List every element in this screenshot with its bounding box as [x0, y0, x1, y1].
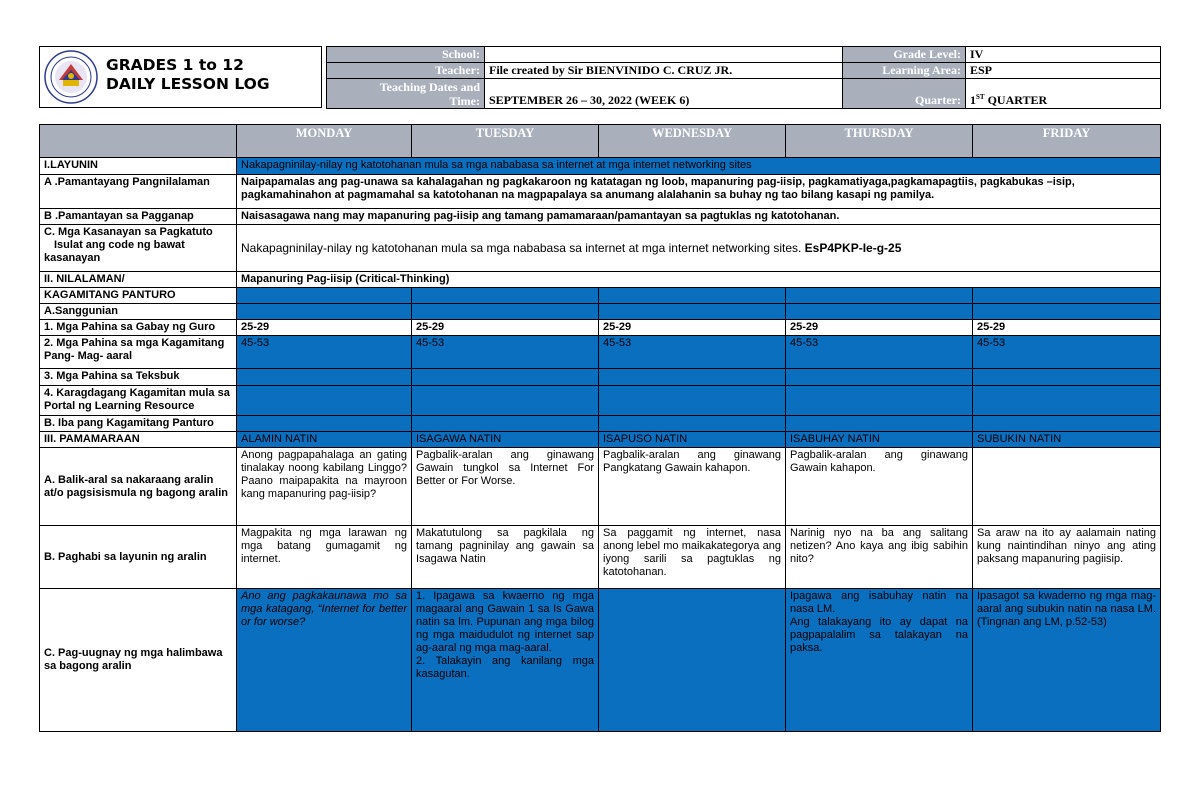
gabay-ng-guro-thursday: 25-29 [786, 320, 973, 336]
kasanayan-code: EsP4PKP-Ie-g-25 [804, 240, 902, 255]
quarter-sup: ST [976, 93, 985, 101]
pamantayang-pangnilalaman-label: A .Pamantayang Pangnilalaman [40, 175, 237, 209]
blue-cell [237, 386, 412, 416]
kasanayan-label [40, 225, 237, 272]
kagamitang-panturo-label: KAGAMITANG PANTURO [40, 288, 237, 304]
pamamaraan-monday: ALAMIN NATIN [237, 432, 412, 448]
quarter-label: Quarter: [843, 79, 966, 109]
day-header-tuesday: TUESDAY [412, 125, 599, 158]
corner-cell [40, 125, 237, 158]
page-title [106, 56, 270, 94]
blue-cell [786, 304, 973, 320]
quarter-value [966, 79, 1161, 109]
day-header-monday: MONDAY [237, 125, 412, 158]
blue-cell [412, 288, 599, 304]
learning-resource-label: 4. Karagdagang Kagamitan mula sa Portal ng Learning Resource [40, 386, 237, 416]
kasanayan-label-line3: kasanayan [44, 252, 101, 264]
pamamaraan-thursday: ISABUHAY NATIN [786, 432, 973, 448]
pag-uugnay-wednesday [599, 589, 786, 732]
blue-cell [412, 416, 599, 432]
nilalaman-text: Mapanuring Pag-iisip (Critical-Thinking) [237, 272, 1161, 288]
blue-cell [599, 369, 786, 386]
pag-uugnay-label: C. Pag-uugnay ng mga halimbawa sa bagong aralin [40, 589, 237, 732]
blue-cell [786, 416, 973, 432]
lm-pages-monday: 45-53 [237, 336, 412, 369]
paghabi-friday: Sa araw na ito ay aalamain nating kung naintindihan ninyo ang ating paksang mapanuring pagiisip. [973, 526, 1161, 589]
pag-uugnay-thursday-line2: Ang talakayang ito ay dapat na pagpapalalim sa talakayan na paksa. [790, 616, 968, 654]
balik-aral-tuesday: Pagbalik-aralan ang ginawang Gawain tungkol sa Internet For Better or For Worse. [412, 448, 599, 526]
blue-cell [412, 386, 599, 416]
deped-seal-icon [44, 50, 98, 104]
lm-pages-wednesday: 45-53 [599, 336, 786, 369]
balik-aral-thursday: Pagbalik-aralan ang ginawang Gawain kahapon. [786, 448, 973, 526]
layunin-label: I.LAYUNIN [40, 158, 237, 175]
lm-pages-tuesday: 45-53 [412, 336, 599, 369]
learning-area-value: ESP [966, 63, 1161, 79]
blue-cell [237, 288, 412, 304]
quarter-num: 1 [970, 93, 976, 107]
title-line-1: GRADES 1 to 12 [106, 56, 244, 74]
blue-cell [786, 288, 973, 304]
blue-cell [599, 304, 786, 320]
pag-uugnay-tuesday-item2: 2. Talakayin ang kanilang mga kasagutan. [416, 655, 594, 680]
dates-label-line1: Teaching Dates and [379, 80, 480, 94]
blue-cell [973, 416, 1161, 432]
blue-cell [599, 386, 786, 416]
teksbuk-label: 3. Mga Pahina sa Teksbuk [40, 369, 237, 386]
title-line-2: DAILY LESSON LOG [106, 75, 270, 93]
blue-cell [786, 369, 973, 386]
gabay-ng-guro-monday: 25-29 [237, 320, 412, 336]
paghabi-wednesday: Sa paggamit ng internet, nasa anong lebel mo maikakategorya ang iyong sarili sa pagtuklas ng katotohanan. [599, 526, 786, 589]
pag-uugnay-friday: Ipasagot sa kwaderno ng mga mag-aaral ang subukin natin na nasa LM. (Tingnan ang LM, p.52-53) [973, 589, 1161, 732]
layunin-text: Nakapagninilay-nilay ng katotohanan mula sa mga nababasa sa internet at mga internet networking sites [237, 158, 1161, 175]
sanggunian-label: A.Sanggunian [40, 304, 237, 320]
blue-cell [973, 288, 1161, 304]
pamantayang-pangnilalaman-text: Naipapamalas ang pag-unawa sa kahalagahan ng pagkakaroon ng katatagan ng loob, mapanuring pag-iisip, pagkamatiyaga,pagkamapagtiis, pagkabukas –isip, pagkamahinahon at pagmamahal sa katotohanan na magpapalaya sa anumang alalahanin sa buhay ng tao bilang kasapi ng pamilya. [237, 175, 1161, 209]
blue-cell [412, 369, 599, 386]
kasanayan-text-body: Nakapagninilay-nilay ng katotohanan mula sa mga nababasa sa internet at mga internet networking sites. [241, 240, 805, 255]
paghabi-monday: Magpakita ng mga larawan ng mga batang gumagamit ng internet. [237, 526, 412, 589]
lm-pages-friday: 45-53 [973, 336, 1161, 369]
paghabi-label: B. Paghabi sa layunin ng aralin [40, 526, 237, 589]
pamamaraan-tuesday: ISAGAWA NATIN [412, 432, 599, 448]
blue-cell [237, 369, 412, 386]
blue-cell [237, 416, 412, 432]
kasanayan-label-line1: C. Mga Kasanayan sa Pagkatuto [44, 226, 213, 238]
blue-cell [599, 288, 786, 304]
learning-area-label: Learning Area: [843, 63, 966, 79]
balik-aral-label: A. Balik-aral sa nakaraang aralin at/o pagsisismula ng bagong aralin [40, 448, 237, 526]
gabay-ng-guro-tuesday: 25-29 [412, 320, 599, 336]
teaching-dates-label [327, 79, 485, 109]
teacher-label: Teacher: [327, 63, 485, 79]
kasanayan-text [237, 225, 1161, 272]
teacher-value: File created by Sir BIENVINIDO C. CRUZ JR. [485, 63, 843, 79]
grade-level-label: Grade Level: [843, 47, 966, 63]
blue-cell [599, 416, 786, 432]
pamantayan-sa-pagganap-label: B .Pamantayan sa Pagganap [40, 209, 237, 225]
lesson-table [39, 124, 1161, 732]
dates-label-line2: Time: [449, 94, 480, 108]
school-value [485, 47, 843, 63]
pamamaraan-label: III. PAMAMARAAN [40, 432, 237, 448]
blue-cell [786, 386, 973, 416]
blue-cell [237, 304, 412, 320]
day-header-thursday: THURSDAY [786, 125, 973, 158]
kasanayan-label-line2: Isulat ang code ng bawat [54, 239, 185, 251]
iba-pang-kagamitan-label: B. Iba pang Kagamitang Panturo [40, 416, 237, 432]
header-title-box [39, 46, 322, 108]
teaching-dates-value: SEPTEMBER 26 – 30, 2022 (WEEK 6) [485, 79, 843, 109]
pag-uugnay-thursday [786, 589, 973, 732]
pag-uugnay-tuesday-item1: 1. Ipagawa sa kwaerno ng mga magaaral ang Gawain 1 sa Is Gawa natin sa lm. Pupunan ang mga bilog ng mga maidudulot ng internet sap ag-aaral ng mga mag-aaral. [416, 590, 594, 654]
pag-uugnay-monday: Ano ang pagkakaunawa mo sa mga katagang, “Internet for better or for worse? [237, 589, 412, 732]
blue-cell [973, 386, 1161, 416]
pamamaraan-wednesday: ISAPUSO NATIN [599, 432, 786, 448]
nilalaman-label: II. NILALAMAN/ [40, 272, 237, 288]
balik-aral-wednesday: Pagbalik-aralan ang ginawang Pangkatang Gawain kahapon. [599, 448, 786, 526]
gabay-ng-guro-wednesday: 25-29 [599, 320, 786, 336]
gabay-ng-guro-label: 1. Mga Pahina sa Gabay ng Guro [40, 320, 237, 336]
day-header-wednesday: WEDNESDAY [599, 125, 786, 158]
paghabi-tuesday: Makatutulong sa pagkilala ng tamang pagninilay ang gawain sa Isagawa Natin [412, 526, 599, 589]
blue-cell [973, 304, 1161, 320]
pamantayan-sa-pagganap-text: Naisasagawa nang may mapanuring pag-iisip ang tamang pamamaraan/pamantayan sa pagtuklas ng katotohanan. [237, 209, 1161, 225]
day-header-friday: FRIDAY [973, 125, 1161, 158]
paghabi-thursday: Narinig nyo na ba ang salitang netizen? Ano kaya ang ibig sabihin nito? [786, 526, 973, 589]
quarter-rest: QUARTER [984, 93, 1048, 107]
balik-aral-friday [973, 448, 1161, 526]
blue-cell [973, 369, 1161, 386]
balik-aral-monday: Anong pagpapahalaga an gating tinalakay noong kabilang Linggo? Paano maipapakita na mayroon kang mapanuring pag-iisip? [237, 448, 412, 526]
gabay-ng-guro-friday: 25-29 [973, 320, 1161, 336]
pag-uugnay-thursday-line1: Ipagawa ang isabuhay natin na nasa LM. [790, 590, 968, 615]
pag-uugnay-tuesday [412, 589, 599, 732]
school-label: School: [327, 47, 485, 63]
kagamitang-mag-aaral-label: 2. Mga Pahina sa mga Kagamitang Pang- Mag- aaral [40, 336, 237, 369]
lm-pages-thursday: 45-53 [786, 336, 973, 369]
pamamaraan-friday: SUBUKIN NATIN [973, 432, 1161, 448]
blue-cell [412, 304, 599, 320]
grade-level-value: IV [966, 47, 1161, 63]
info-table [326, 46, 1161, 109]
